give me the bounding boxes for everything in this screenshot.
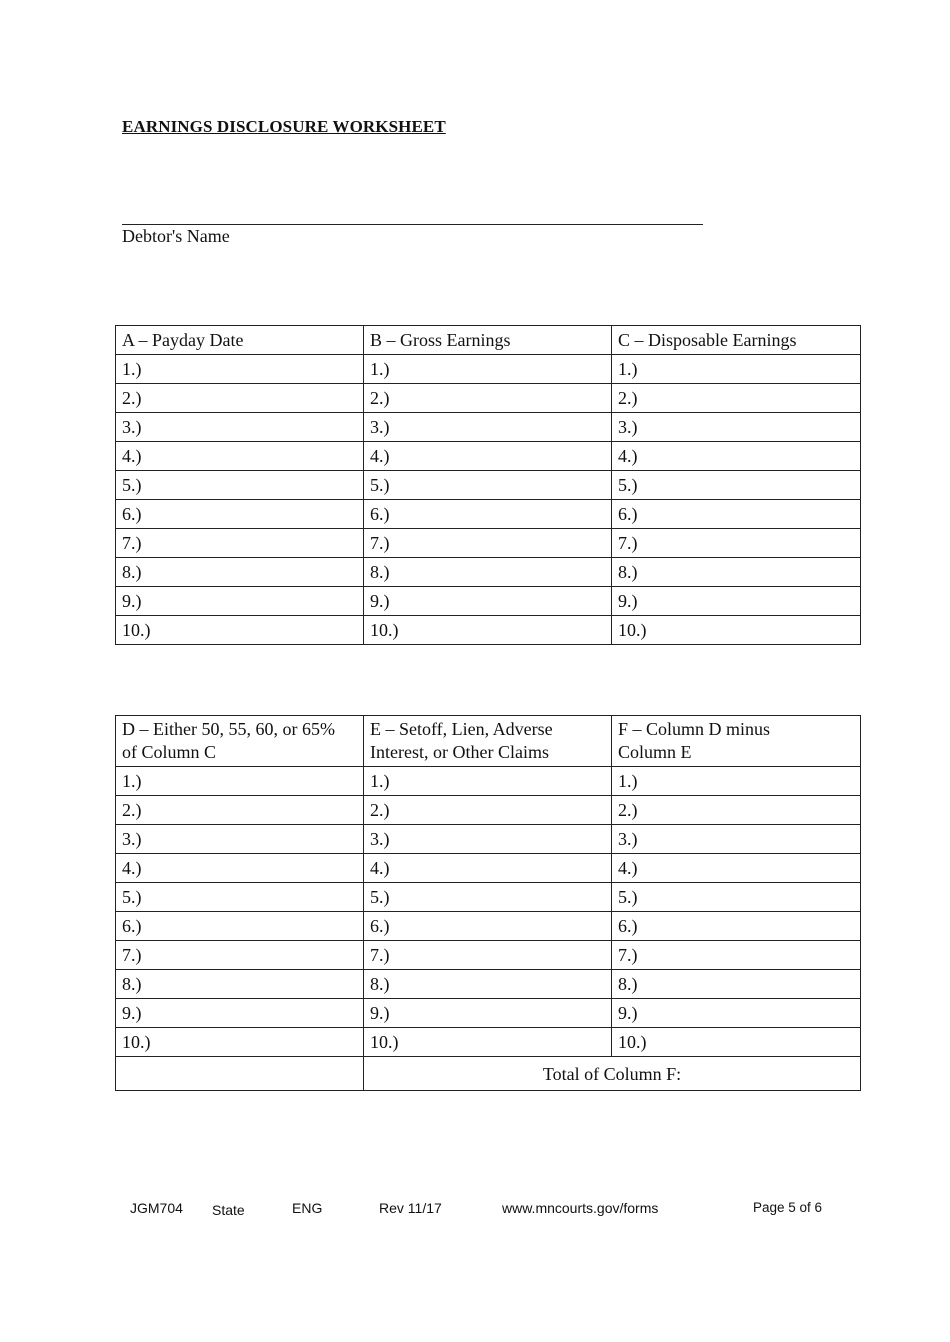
- entry-cell[interactable]: 3.): [116, 825, 364, 854]
- table-header-row: [116, 326, 861, 355]
- column-header-line: Column E: [618, 742, 692, 762]
- table-row: [116, 442, 861, 471]
- earnings-table-a-c: [115, 325, 861, 645]
- entry-cell[interactable]: 10.): [364, 1028, 612, 1057]
- entry-cell[interactable]: 5.): [116, 883, 364, 912]
- entry-cell[interactable]: 9.): [116, 587, 364, 616]
- entry-cell[interactable]: 4.): [116, 854, 364, 883]
- total-row: [116, 1057, 861, 1091]
- entry-cell[interactable]: 1.): [364, 355, 612, 384]
- entry-cell[interactable]: 4.): [116, 442, 364, 471]
- column-header: A – Payday Date: [116, 326, 364, 355]
- column-header: [612, 716, 861, 767]
- entry-cell[interactable]: 8.): [116, 970, 364, 999]
- entry-cell[interactable]: 10.): [612, 616, 861, 645]
- entry-cell[interactable]: 2.): [116, 796, 364, 825]
- entry-cell[interactable]: 7.): [612, 941, 861, 970]
- column-header-line: F – Column D minus: [618, 719, 771, 739]
- entry-cell[interactable]: 7.): [364, 529, 612, 558]
- table-row: [116, 587, 861, 616]
- entry-cell[interactable]: 7.): [364, 941, 612, 970]
- entry-cell[interactable]: 8.): [364, 558, 612, 587]
- entry-cell[interactable]: 1.): [612, 767, 861, 796]
- entry-cell[interactable]: 2.): [612, 796, 861, 825]
- entry-cell[interactable]: 6.): [116, 912, 364, 941]
- debtor-name-line[interactable]: [122, 224, 703, 225]
- entry-cell[interactable]: 7.): [116, 529, 364, 558]
- page-title: EARNINGS DISCLOSURE WORKSHEET: [122, 117, 446, 136]
- footer-page-number: Page 5 of 6: [753, 1200, 823, 1215]
- column-header: [116, 716, 364, 767]
- entry-cell[interactable]: 6.): [116, 500, 364, 529]
- table-row: [116, 384, 861, 413]
- entry-cell[interactable]: 4.): [612, 854, 861, 883]
- column-header-line: D – Either 50, 55, 60, or 65%: [122, 719, 335, 739]
- entry-cell[interactable]: 6.): [612, 912, 861, 941]
- entry-cell[interactable]: 3.): [116, 413, 364, 442]
- table-row: [116, 825, 861, 854]
- table-row: [116, 970, 861, 999]
- entry-cell[interactable]: 5.): [612, 471, 861, 500]
- entry-cell[interactable]: 1.): [612, 355, 861, 384]
- table-row: [116, 999, 861, 1028]
- table-row: [116, 558, 861, 587]
- column-header-line: of Column C: [122, 742, 217, 762]
- footer-revision: Rev 11/17: [379, 1200, 442, 1216]
- entry-cell[interactable]: 8.): [364, 970, 612, 999]
- entry-cell[interactable]: 4.): [612, 442, 861, 471]
- entry-cell[interactable]: 2.): [364, 384, 612, 413]
- entry-cell[interactable]: 1.): [364, 767, 612, 796]
- footer-jurisdiction: State: [212, 1202, 245, 1218]
- entry-cell[interactable]: 10.): [116, 1028, 364, 1057]
- entry-cell[interactable]: 7.): [116, 941, 364, 970]
- table-row: [116, 1028, 861, 1057]
- table-row: [116, 854, 861, 883]
- column-header: [364, 716, 612, 767]
- entry-cell[interactable]: 10.): [364, 616, 612, 645]
- entry-cell[interactable]: 9.): [364, 999, 612, 1028]
- entry-cell[interactable]: 3.): [612, 825, 861, 854]
- entry-cell[interactable]: 5.): [612, 883, 861, 912]
- table-row: [116, 912, 861, 941]
- table-row: [116, 767, 861, 796]
- column-header-line: E – Setoff, Lien, Adverse: [370, 719, 553, 739]
- entry-cell[interactable]: 10.): [116, 616, 364, 645]
- table-row: [116, 616, 861, 645]
- entry-cell[interactable]: 5.): [116, 471, 364, 500]
- entry-cell[interactable]: 3.): [612, 413, 861, 442]
- entry-cell[interactable]: 7.): [612, 529, 861, 558]
- entry-cell[interactable]: 3.): [364, 825, 612, 854]
- entry-cell[interactable]: 8.): [612, 970, 861, 999]
- entry-cell[interactable]: 2.): [364, 796, 612, 825]
- entry-cell[interactable]: 2.): [116, 384, 364, 413]
- table-row: [116, 529, 861, 558]
- entry-cell[interactable]: 10.): [612, 1028, 861, 1057]
- entry-cell[interactable]: 4.): [364, 854, 612, 883]
- table-header-row: [116, 716, 861, 767]
- column-header: C – Disposable Earnings: [612, 326, 861, 355]
- column-header: B – Gross Earnings: [364, 326, 612, 355]
- table-row: [116, 941, 861, 970]
- footer-form-id: JGM704: [130, 1200, 183, 1216]
- entry-cell[interactable]: 8.): [612, 558, 861, 587]
- table-row: [116, 796, 861, 825]
- entry-cell[interactable]: 9.): [612, 587, 861, 616]
- table-row: [116, 500, 861, 529]
- table-row: [116, 355, 861, 384]
- debtor-name-label: Debtor's Name: [122, 226, 230, 246]
- entry-cell[interactable]: 3.): [364, 413, 612, 442]
- earnings-table-d-f: [115, 715, 861, 1091]
- entry-cell[interactable]: 9.): [116, 999, 364, 1028]
- table-row: [116, 883, 861, 912]
- footer-url: www.mncourts.gov/forms: [502, 1200, 659, 1216]
- entry-cell[interactable]: 6.): [612, 500, 861, 529]
- entry-cell[interactable]: 2.): [612, 384, 861, 413]
- entry-cell[interactable]: 5.): [364, 883, 612, 912]
- table-row: [116, 413, 861, 442]
- entry-cell[interactable]: 4.): [364, 442, 612, 471]
- entry-cell[interactable]: 8.): [116, 558, 364, 587]
- entry-cell[interactable]: 9.): [612, 999, 861, 1028]
- entry-cell[interactable]: 6.): [364, 500, 612, 529]
- entry-cell[interactable]: 1.): [116, 355, 364, 384]
- footer-language: ENG: [292, 1200, 323, 1216]
- total-column-f-cell[interactable]: Total of Column F:: [364, 1057, 861, 1091]
- column-header-line: Interest, or Other Claims: [370, 742, 549, 762]
- table-row: [116, 471, 861, 500]
- entry-cell[interactable]: 5.): [364, 471, 612, 500]
- entry-cell[interactable]: 9.): [364, 587, 612, 616]
- total-blank-cell: [116, 1057, 364, 1091]
- entry-cell[interactable]: 1.): [116, 767, 364, 796]
- entry-cell[interactable]: 6.): [364, 912, 612, 941]
